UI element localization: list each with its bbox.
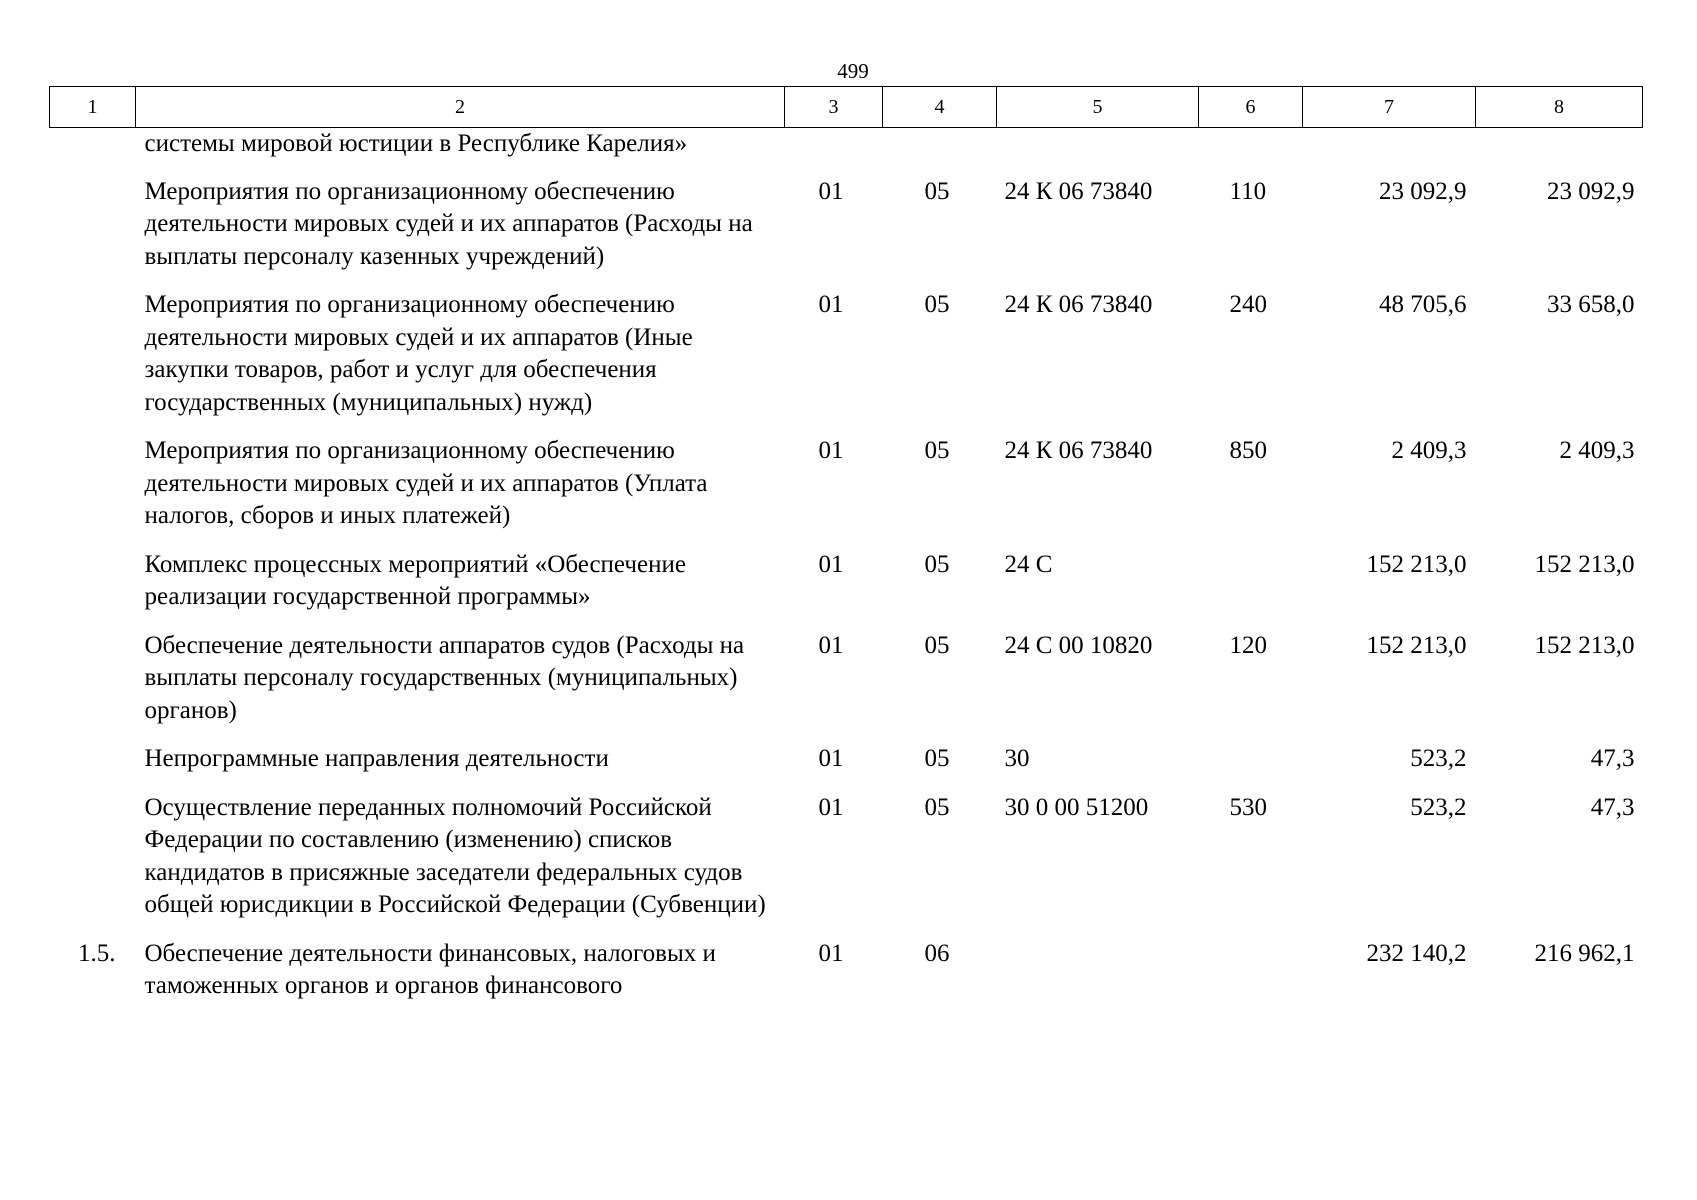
header-cell: 5 — [997, 87, 1199, 128]
table-row — [50, 176, 1643, 290]
table-row — [50, 128, 1643, 176]
row-expense-type: 120 — [1229, 631, 1267, 659]
row-sum-1 — [1303, 128, 1476, 176]
row-target-code: 30 — [1004, 745, 1030, 772]
row-name: Осуществление переданных полномочий Российской Федерации по составлению (изменению) списков кандидатов в присяжные заседатели федеральных судов общей юрисдикции в Российской Федерации (Субвенции) — [144, 793, 766, 918]
row-section — [785, 128, 883, 176]
table-row — [50, 630, 1643, 744]
row-sum-2: 216 962,1 — [1534, 939, 1635, 967]
row-subsection: 05 — [924, 177, 950, 205]
row-subsection — [883, 128, 997, 176]
table-row — [50, 743, 1643, 792]
row-number — [50, 549, 136, 630]
row-target-code — [997, 938, 1199, 1019]
row-sum-1: 152 213,0 — [1366, 631, 1467, 659]
row-sum-2: 47,3 — [1590, 745, 1635, 772]
row-name: Обеспечение деятельности финансовых, налоговых и таможенных органов и органов финансового — [144, 939, 716, 999]
row-sum-2: 47,3 — [1590, 793, 1635, 821]
table-row — [50, 435, 1643, 549]
table-row — [50, 938, 1643, 1019]
row-sum-2: 23 092,9 — [1547, 177, 1635, 205]
row-target-code: 30 0 00 51200 — [1004, 793, 1149, 821]
row-number — [50, 630, 136, 744]
page-number: 499 — [837, 59, 869, 83]
row-number — [50, 792, 136, 938]
row-section: 01 — [818, 437, 844, 464]
row-number: 1.5. — [78, 939, 116, 967]
row-section: 01 — [818, 550, 844, 578]
row-section: 01 — [818, 631, 844, 659]
table-row — [50, 549, 1643, 630]
row-subsection: 05 — [924, 437, 950, 464]
row-sum-1: 523,2 — [1410, 793, 1467, 821]
row-expense-type — [1199, 549, 1303, 630]
row-target-code — [997, 128, 1199, 176]
row-target-code: 24 К 06 73840 — [1004, 177, 1153, 205]
row-sum-1: 2 409,3 — [1391, 437, 1467, 464]
row-name: Обеспечение деятельности аппаратов судов (Расходы на выплаты персоналу государственных (муниципальных) органов) — [144, 631, 745, 724]
row-sum-2: 33 658,0 — [1547, 291, 1635, 318]
table-row — [50, 792, 1643, 938]
header-row — [50, 87, 1643, 128]
row-subsection: 05 — [924, 793, 950, 821]
row-expense-type: 530 — [1229, 793, 1267, 821]
row-target-code: 24 К 06 73840 — [1004, 437, 1153, 464]
row-subsection: 06 — [924, 939, 950, 967]
row-sum-1: 152 213,0 — [1366, 550, 1467, 578]
row-sum-1: 23 092,9 — [1379, 177, 1467, 205]
row-expense-type: 850 — [1229, 437, 1267, 464]
row-sum-2 — [1476, 128, 1643, 176]
header-cell: 2 — [136, 87, 785, 128]
row-number — [50, 289, 136, 435]
row-name: Мероприятия по организационному обеспечению деятельности мировых судей и их аппаратов (Расходы на выплаты персоналу казенных учреждений) — [144, 177, 753, 270]
row-name: Непрограммные направления деятельности — [144, 745, 609, 772]
row-section: 01 — [818, 793, 844, 821]
header-cell: 4 — [883, 87, 997, 128]
row-subsection: 05 — [924, 291, 950, 318]
row-expense-type — [1199, 743, 1303, 792]
header-cell: 1 — [50, 87, 136, 128]
row-sum-1: 232 140,2 — [1366, 939, 1467, 967]
header-cell: 8 — [1476, 87, 1643, 128]
row-sum-2: 2 409,3 — [1559, 437, 1635, 464]
row-name: Комплекс процессных мероприятий «Обеспечение реализации государственной программы» — [144, 550, 686, 610]
row-sum-1: 48 705,6 — [1379, 291, 1467, 318]
row-target-code: 24 К 06 73840 — [1004, 291, 1153, 318]
row-number — [50, 743, 136, 792]
row-section: 01 — [818, 939, 844, 967]
row-subsection: 05 — [924, 550, 950, 578]
row-subsection: 05 — [924, 631, 950, 659]
row-sum-2: 152 213,0 — [1534, 550, 1635, 578]
row-expense-type: 110 — [1229, 177, 1267, 205]
table-row — [50, 289, 1643, 435]
row-name: системы мировой юстиции в Республике Карелия» — [144, 130, 688, 157]
row-name: Мероприятия по организационному обеспечению деятельности мировых судей и их аппаратов (Иные закупки товаров, работ и услуг для обеспечения государственных (муниципальных) нужд) — [144, 291, 693, 416]
row-expense-type: 240 — [1229, 291, 1267, 318]
row-section: 01 — [818, 291, 844, 318]
row-expense-type — [1199, 128, 1303, 176]
row-target-code: 24 С — [1004, 550, 1053, 578]
row-number — [50, 128, 136, 176]
row-section: 01 — [818, 745, 844, 772]
row-sum-2: 152 213,0 — [1534, 631, 1635, 659]
row-number — [50, 435, 136, 549]
row-target-code: 24 С 00 10820 — [1004, 631, 1153, 659]
budget-table — [49, 86, 1643, 1019]
header-cell: 3 — [785, 87, 883, 128]
row-number — [50, 176, 136, 290]
header-cell: 6 — [1199, 87, 1303, 128]
row-subsection: 05 — [924, 745, 950, 772]
row-name: Мероприятия по организационному обеспечению деятельности мировых судей и их аппаратов (Уплата налогов, сборов и иных платежей) — [144, 437, 708, 529]
header-cell: 7 — [1303, 87, 1476, 128]
row-sum-1: 523,2 — [1410, 745, 1467, 772]
row-section: 01 — [818, 177, 844, 205]
row-expense-type — [1199, 938, 1303, 1019]
